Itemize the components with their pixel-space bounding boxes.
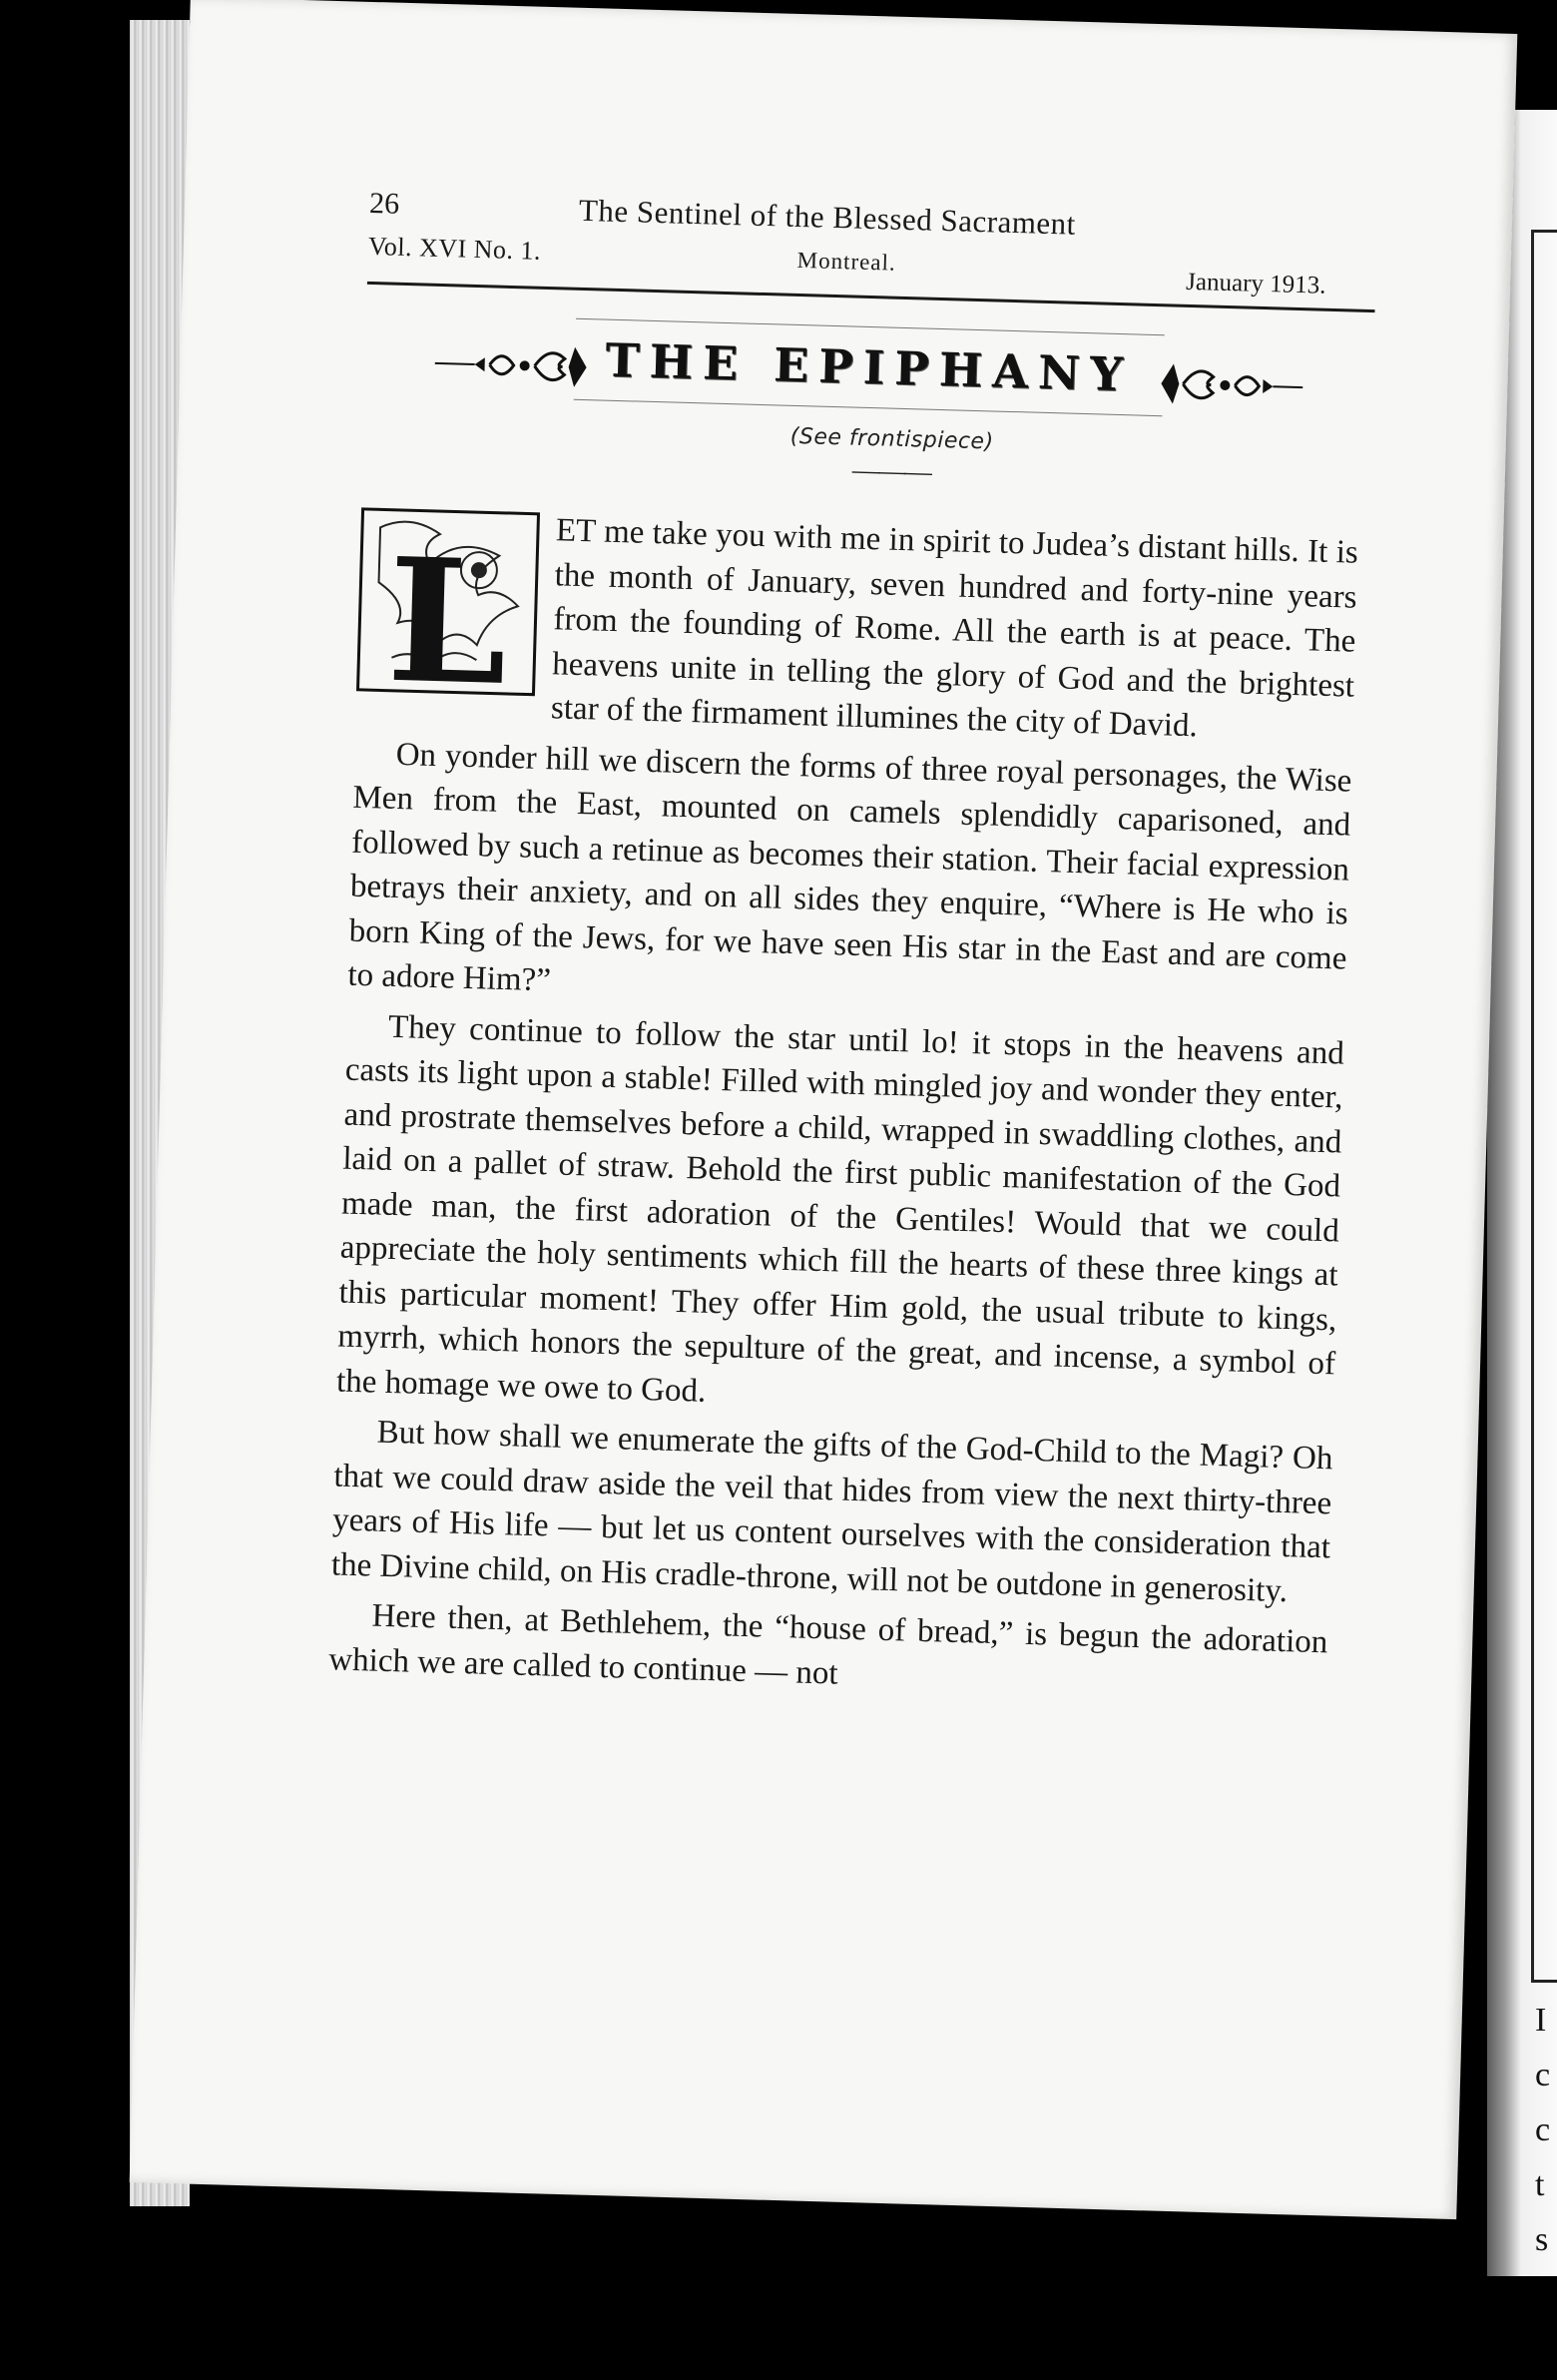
adjacent-page-letter: c — [1535, 2057, 1551, 2093]
journal-title: The Sentinel of the Blessed Sacrament — [578, 192, 1077, 242]
article-title: THE EPIPHANY — [604, 332, 1134, 402]
paragraph: Here then, at Bethlehem, the “house of bread,” is begun the adoration which we are called to continue — not — [327, 1597, 1328, 1692]
right-flourish-ornament — [1153, 358, 1303, 412]
section-separator: ——— — [851, 454, 931, 488]
paragraph: On yonder hill we discern the forms of three royal personages, the Wise Men from the East, mounted on camels splendidly caparisoned, and followed by such a retinue as becomes their station. Their facial expression betrays their anxiety, and on all sides they enquire, “Where is He who is born King of the Jews, for we have seen His star in the East and are come to adore Him?” — [347, 736, 1352, 999]
article-body — [328, 503, 1359, 1709]
paragraph: They continue to follow the star until lo! it stops in the heavens and casts its light upon a stable! Filled with mingled joy and wonder they enter, and prostrate themselves before a child, wrapped in swaddling clothes, and laid on a pallet of straw. Behold the first public manifestation of the God made man, the first adoration of the Gentiles! Would that we could appreciate the holy sentiments which fill the hearts of these three kings at this particular moment! They offer Him gold, the usual tribute to kings, myrrh, which honors the sepulture of the great, and incense, a symbol of the homage we owe to God. — [335, 1008, 1345, 1410]
title-frame — [574, 318, 1165, 416]
svg-text:L: L — [384, 520, 510, 697]
publication-place: Montreal. — [796, 247, 897, 276]
adjacent-page-letter: t — [1535, 2166, 1545, 2203]
page-content — [328, 187, 1368, 1715]
issue-date: January 1913. — [1185, 268, 1326, 299]
paragraph: But how shall we enumerate the gifts of the God-Child to the Magi? Oh that we could draw aside the veil that hides from view the next thirty-three years of His life — but let us content ourselves with the consideration that the Divine child, on His cradle-throne, will not be outdone in generosity. — [330, 1414, 1333, 1609]
paragraph: ET me take you with me in spirit to Judea’s distant hills. It is the month of January, seven hundred and forty-nine years from the founding of Rome. All the earth is at peace. The heavens unite in telling the glory of God and the brightest star of the firmament illumines the city of David. — [550, 512, 1359, 745]
article-subtitle: (See frontispiece) — [789, 423, 994, 455]
adjacent-page-frame — [1531, 230, 1557, 1983]
adjacent-page-letter: c — [1535, 2111, 1551, 2148]
adjacent-page-letter: I — [1535, 2002, 1547, 2039]
left-flourish-ornament — [434, 338, 595, 392]
page-number: 26 — [368, 186, 400, 221]
book-page — [130, 0, 1518, 2219]
volume-number: Vol. XVI No. 1. — [367, 231, 542, 266]
illuminated-initial — [355, 507, 540, 697]
dropcap-ornament — [355, 507, 540, 697]
adjacent-page-letter: s — [1535, 2221, 1549, 2258]
